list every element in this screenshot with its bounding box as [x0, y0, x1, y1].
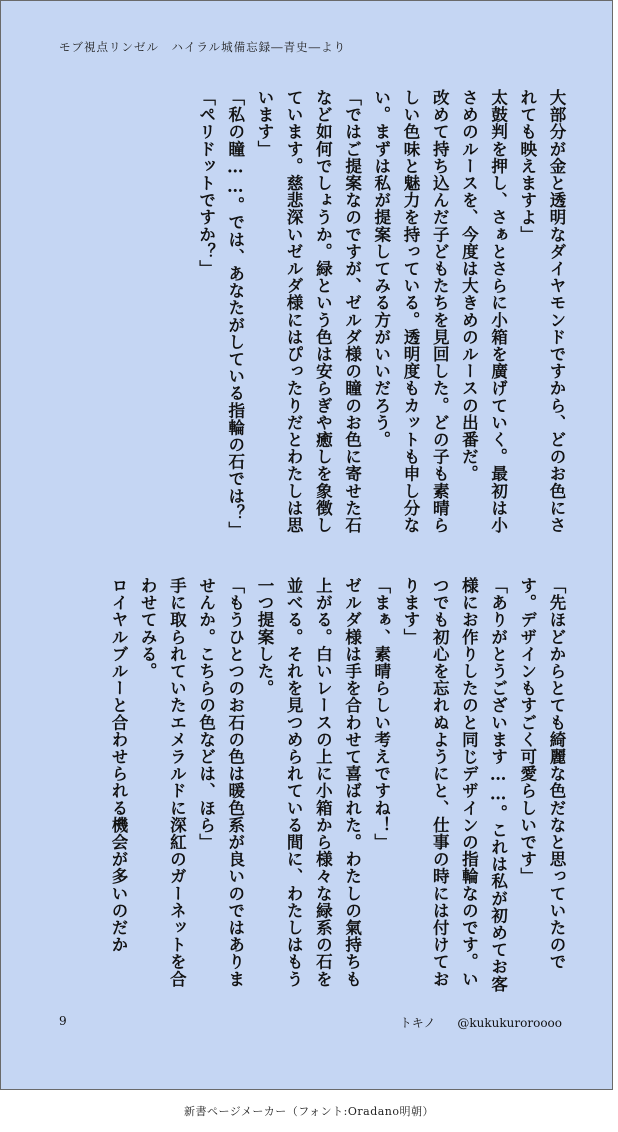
paragraph: 大部分が金と透明なダイヤモンドですから、どのお色にされても映えますよ」: [517, 89, 566, 534]
author-name: トキノ: [399, 1016, 436, 1030]
page-number: 9: [59, 1014, 67, 1028]
text-block-upper: [51, 89, 571, 539]
paragraph: 「私の瞳……。では、あなたがしている指輪の石では？」: [225, 89, 245, 539]
author-handle: @kukukuroroooo: [457, 1016, 562, 1030]
text-block-lower: [51, 577, 571, 997]
paragraph: 改めて持ち込んだ子どもたちを見回した。どの子も素晴らしい色味と魅力を持っている。透明度もカットも申し分ない。まずは私が提案してみる方がいいだろう。: [371, 89, 450, 534]
paragraph: 「ではご提案なのですが、ゼルダ様の瞳のお色に寄せた石など如何でしょうか。緑という色は安らぎや癒しを象徴しています。慈悲深いゼルダ様にはぴったりだとわたしは思います」: [254, 89, 362, 534]
paragraph: 「ありがとうございます……。これは私が初めてお客様にお作りしたのと同じデザインの指輪なのです。いつでも初心を忘れぬようにと、仕事の時には付けております」: [400, 577, 508, 993]
generator-caption: 新書ページメーカー（フォント:Oradano明朝）: [183, 1105, 435, 1118]
paragraph: ゼルダ様は手を合わせて喜ばれた。わたしの氣持ちも上がる。白いレースの上に小箱から様々な緑系の石を並べる。それを見つめられている間に、わたしはもう一つ提案した。: [254, 577, 362, 988]
paragraph: ロイヤルブルーと合わせられる機会が多いのだか: [108, 577, 128, 954]
paragraph: 「もうひとつのお石の色は暖色系が良いのではありませんか。こちらの色などは、ほら」: [196, 577, 245, 988]
paragraph: 手に取られていたエメラルドに深紅のガーネットを合わせてみる。: [138, 577, 187, 988]
paragraph: 「ペリドットですか？」: [196, 89, 216, 278]
running-title: モブ視点リンゼル ハイラル城備忘録―青史―より: [59, 40, 347, 54]
paragraph: 「先ほどからとても綺麗な色だなと思っていたのです。デザインもすごく可愛らしいです」: [517, 577, 566, 971]
paragraph: 「まぁ、素晴らしい考えですね！」: [371, 577, 391, 851]
paragraph: 太鼓判を押し、さぁとさらに小箱を廣げていく。最初は小さめのルースを、今度は大きめのルースの出番だ。: [459, 89, 508, 534]
author-credit: [382, 1014, 562, 1031]
